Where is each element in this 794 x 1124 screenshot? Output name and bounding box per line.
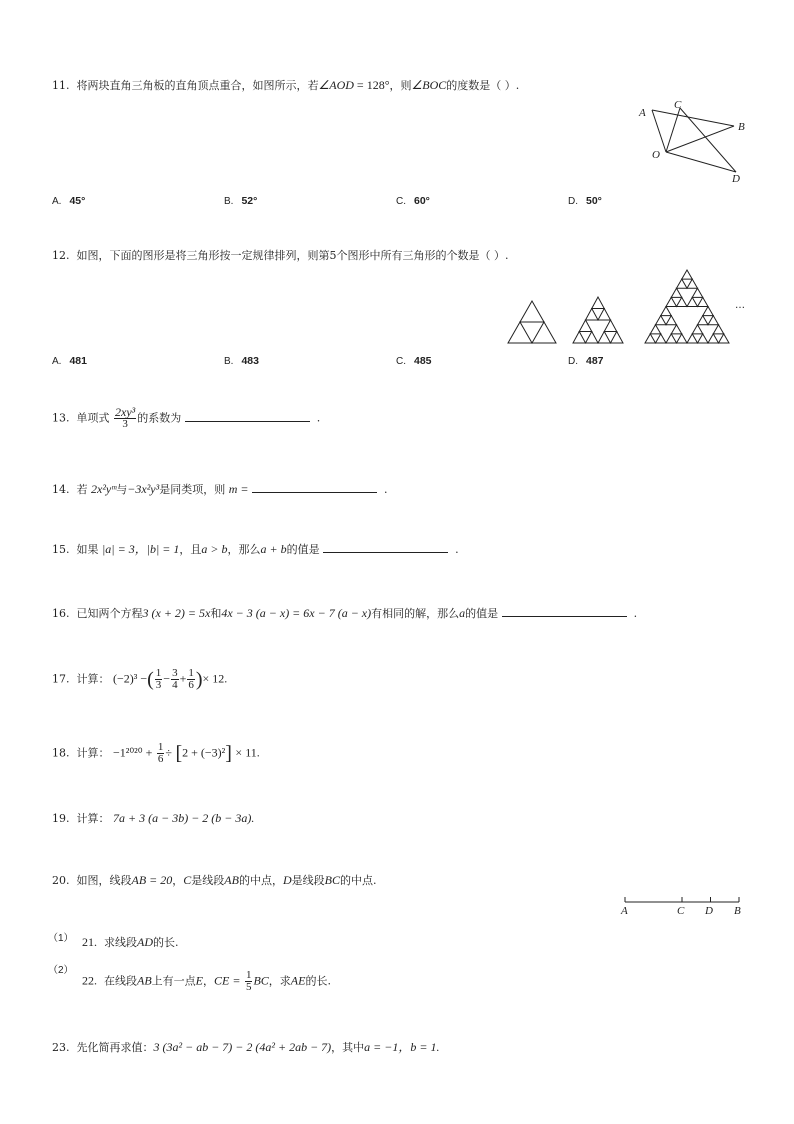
q11-option-c[interactable]: C. 60° bbox=[396, 195, 430, 207]
q12-stem: 如图，下面的图形是将三角形按一定规律排列，则第5个图形中所有三角形的个数是（ ）. bbox=[76, 249, 509, 262]
q20-segment-figure bbox=[615, 892, 750, 918]
point-label-d: D bbox=[705, 905, 713, 917]
triangle-figure-3 bbox=[645, 270, 729, 343]
q13-fraction: $\frac{\text{2xy³}}{3}$ bbox=[115, 405, 136, 430]
q12-sierpinski-figures bbox=[505, 268, 750, 348]
triangle-figure-1 bbox=[508, 301, 556, 343]
question-12: 12. 如图，下面的图形是将三角形按一定规律排列，则第5个图形中所有三角形的个数是（ ）. bbox=[52, 249, 509, 262]
question-17: 17. 计算： (−2)³ −( $\frac{1}{3}$ − $\frac{3}{4}$ + $\frac{1}{6}$ )× 12. bbox=[52, 667, 228, 691]
question-20: 20. 如图，线段AB = 20，C是线段AB的中点，D是线段BC的中点. bbox=[52, 873, 377, 887]
question-21: 21. 求线段AD的长. bbox=[82, 935, 179, 949]
q12-option-b[interactable]: B. 483 bbox=[224, 355, 259, 367]
question-16: 16. 已知两个方程3 (x + 2) = 5x和4x − 3 (a − x) = 6x − 7 (a − x)有相同的解，那么a的值是 . bbox=[52, 606, 638, 620]
question-14: 14. 若 2x²yᵐ与−3x²y³是同类项，则 m = . bbox=[52, 482, 388, 496]
line-cd bbox=[680, 108, 736, 172]
q11-option-a[interactable]: A. 45° bbox=[52, 195, 86, 207]
q11-option-d[interactable]: D. 50° bbox=[568, 195, 602, 207]
line-oa bbox=[652, 110, 666, 152]
label-b: B bbox=[738, 121, 745, 133]
label-a: A bbox=[639, 107, 646, 119]
line-od bbox=[666, 152, 736, 172]
q20-part1-tag: （1） bbox=[48, 933, 74, 944]
point-label-b: B bbox=[734, 905, 741, 917]
question-18: 18. 计算： −1²⁰²⁰ + $\frac{1}{6}$ ÷ [2 + (−3)²] × 11. bbox=[52, 741, 260, 765]
q12-ellipsis: … bbox=[735, 300, 745, 311]
question-19: 19. 计算： 7a + 3 (a − 3b) − 2 (b − 3a). bbox=[52, 811, 255, 825]
line-ob bbox=[666, 126, 734, 152]
q11-option-b[interactable]: B. 52° bbox=[224, 195, 258, 207]
question-13: 13. 单项式 $\frac{\text{2xy³}}{3}$ 的系数为 . bbox=[52, 405, 321, 430]
question-15: 15. 如果 |a| = 3，|b| = 1，且a > b，那么a + b的值是 . bbox=[52, 542, 459, 556]
q20-part2-tag: （2） bbox=[48, 965, 74, 976]
q12-option-c[interactable]: C. 485 bbox=[396, 355, 432, 367]
label-c: C bbox=[674, 99, 682, 111]
q11-stem: 将两块直角三角板的直角顶点重合，如图所示，若 bbox=[76, 79, 319, 92]
label-d: D bbox=[732, 173, 740, 185]
q12-option-d[interactable]: D. 487 bbox=[568, 355, 604, 367]
q13-answer-blank[interactable] bbox=[185, 411, 310, 422]
label-o: O bbox=[652, 149, 660, 161]
q16-answer-blank[interactable] bbox=[502, 606, 627, 617]
point-label-a: A bbox=[621, 905, 628, 917]
question-23: 23. 先化简再求值：3 (3a² − ab − 7) − 2 (4a² + 2ab − 7)，其中a = −1，b = 1. bbox=[52, 1040, 440, 1054]
q14-answer-blank[interactable] bbox=[252, 482, 377, 493]
question-22: 22. 在线段AB上有一点E，CE = $\frac{1}{5}$ BC，求AE的长. bbox=[82, 969, 331, 993]
triangle-figure-2 bbox=[573, 297, 623, 343]
q15-answer-blank[interactable] bbox=[323, 542, 448, 553]
q12-option-a[interactable]: A. 481 bbox=[52, 355, 87, 367]
point-label-c: C bbox=[677, 905, 685, 917]
question-11: 11. 将两块直角三角板的直角顶点重合，如图所示，若∠AOD = 128°，则∠BOC的度数是（ ）. bbox=[52, 78, 520, 92]
q11-triangle-figure bbox=[630, 96, 760, 188]
